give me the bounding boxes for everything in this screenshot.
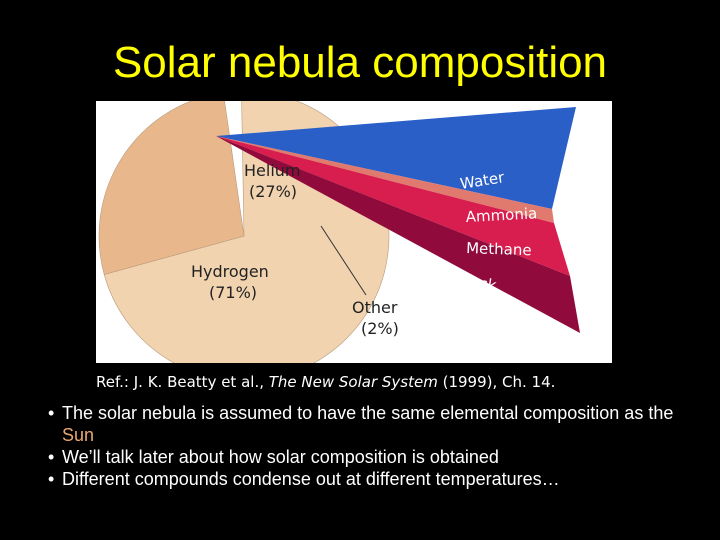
bullet-item-condense	[48, 468, 708, 490]
reference-citation	[96, 373, 555, 391]
reference-suffix: (1999), Ch. 14.	[437, 373, 556, 391]
slice-label-helium: Helium	[244, 161, 301, 180]
bullet-item-later	[48, 446, 708, 468]
bullet-item-composition	[48, 402, 708, 446]
bullet-text: The solar nebula is assumed to have the same elemental composition as the	[62, 403, 674, 423]
breakdown-label-water: Water	[458, 168, 506, 193]
breakdown-label-methane: Methane	[465, 239, 532, 260]
pie-chart	[96, 101, 612, 363]
slice-value-helium: (27%)	[249, 182, 298, 201]
breakdown-label-ammonia: Ammonia	[465, 204, 538, 226]
pie-chart-figure	[96, 101, 612, 363]
bullet-list	[48, 402, 708, 490]
breakdown-label-rock: Rock	[459, 271, 498, 295]
bullet-text: Different compounds condense out at different temperatures…	[62, 469, 560, 489]
bullet-highlight-sun: Sun	[62, 425, 95, 445]
reference-prefix: Ref.: J. K. Beatty et al.,	[96, 373, 269, 391]
slice-value-hydrogen: (71%)	[209, 283, 258, 302]
slice-label-other: Other	[352, 298, 398, 317]
reference-book-title: The New Solar System	[268, 373, 438, 391]
slide-title: Solar nebula composition	[112, 38, 608, 87]
bullet-text: We’ll talk later about how solar composition is obtained	[62, 447, 499, 467]
slice-value-other: (2%)	[361, 319, 399, 338]
slice-label-hydrogen: Hydrogen	[191, 262, 269, 281]
